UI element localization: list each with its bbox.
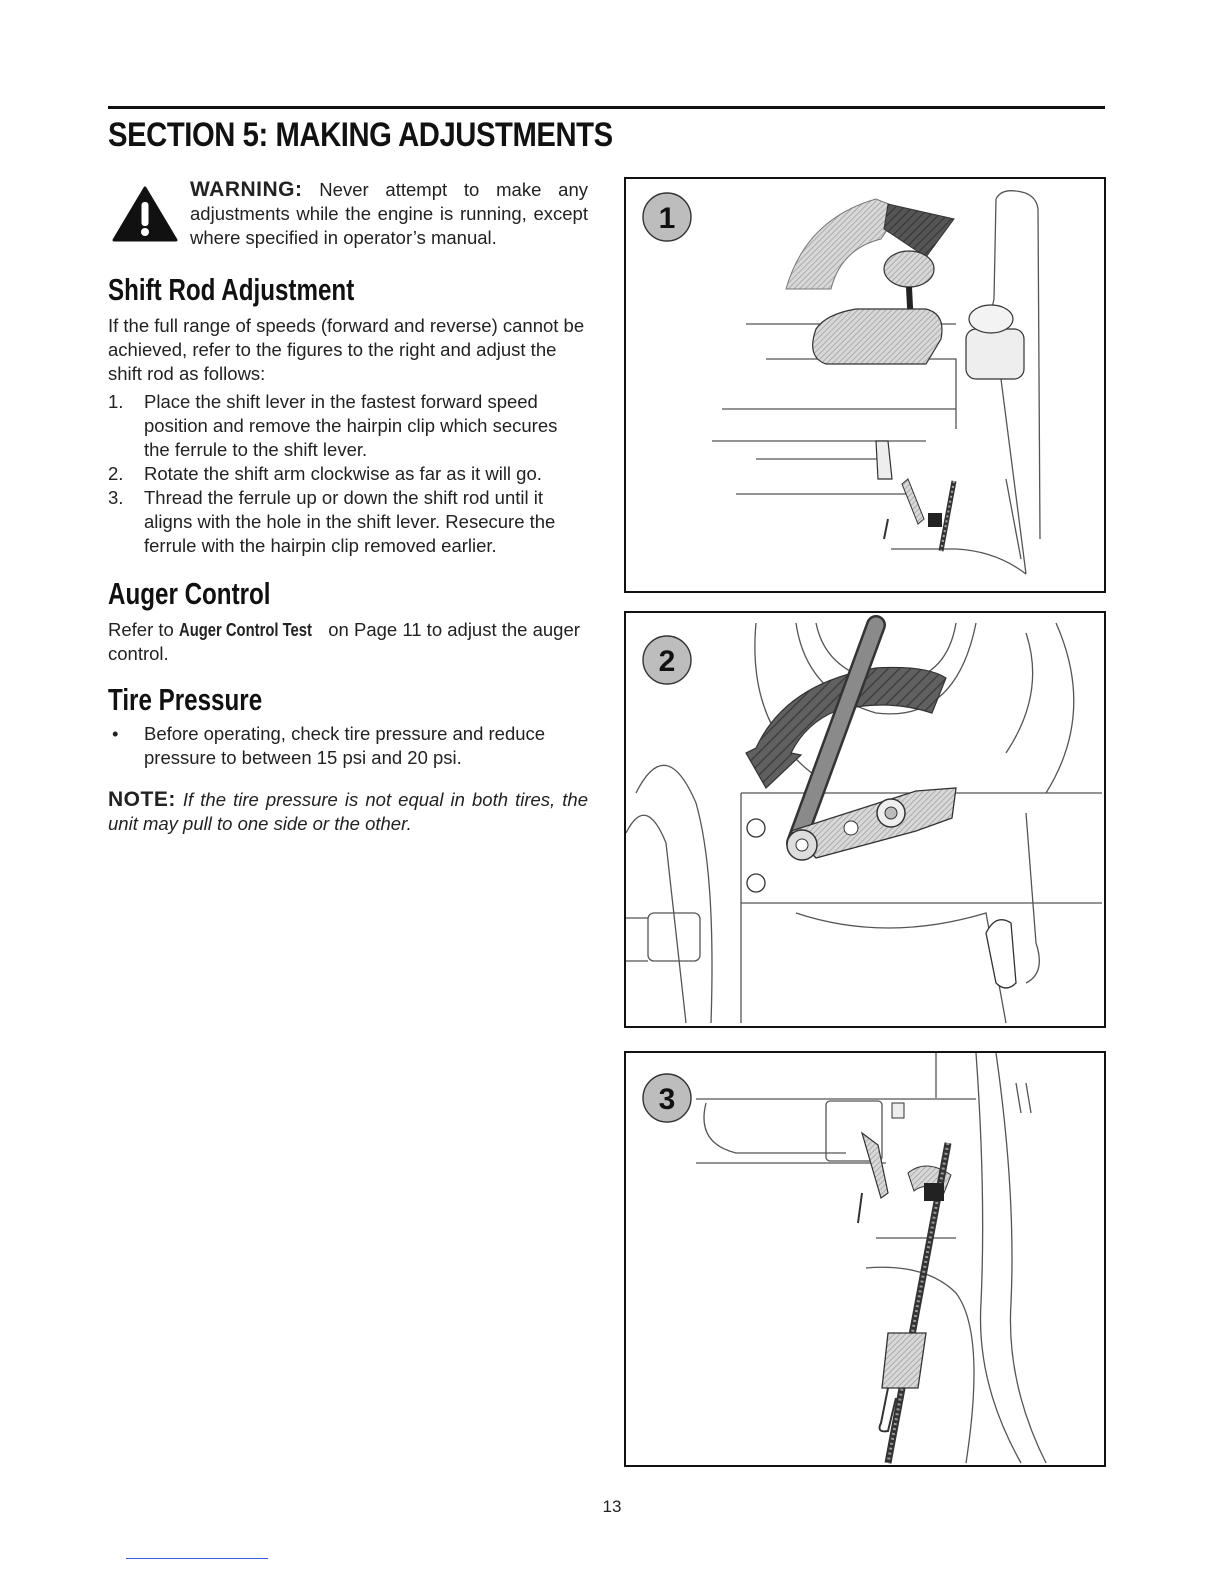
section-title: SECTION 5: MAKING ADJUSTMENTS <box>108 116 613 154</box>
figure-1 <box>624 177 1106 593</box>
figure-3-badge: 3 <box>658 1083 676 1116</box>
figure-3-illustration <box>626 1053 1104 1465</box>
auger-control-test-ref: Auger Control Test <box>178 619 312 640</box>
footer-link-underline <box>126 1558 268 1559</box>
warning-triangle-icon <box>112 186 178 242</box>
tire-pressure-item <box>108 722 586 770</box>
shift-rod-intro: If the full range of speeds (forward and reverse) cannot be achieved, refer to the figures to the right and adjust the shift rod as follows: <box>108 315 585 384</box>
step-text: Thread the ferrule up or down the shift rod until it aligns with the hole in the shift lever. Resecure the ferrule with the hairpin clip removed earlier. <box>144 487 556 556</box>
shift-rod-heading: Shift Rod Adjustment <box>108 272 355 307</box>
auger-control-heading: Auger Control <box>108 576 271 611</box>
figure-2-illustration <box>626 613 1104 1026</box>
figure-2-badge: 2 <box>658 645 676 678</box>
step-text: Place the shift lever in the fastest forward speed position and remove the hairpin clip which secures the ferrule to the shift lever. <box>144 391 558 460</box>
figure-1-illustration <box>626 179 1104 591</box>
warning-label: WARNING: <box>190 178 303 201</box>
section-top-rule <box>108 106 1105 109</box>
step-text: Rotate the shift arm clockwise as far as it will go. <box>144 463 542 484</box>
step-number: 3. <box>108 487 124 508</box>
step-number: 2. <box>108 463 124 484</box>
tire-pressure-heading: Tire Pressure <box>108 682 263 717</box>
page-number: 13 <box>602 1497 622 1516</box>
figure-3 <box>624 1051 1106 1467</box>
auger-control-text <box>108 618 586 666</box>
tire-pressure-text: Before operating, check tire pressure and reduce pressure to between 15 psi and 20 psi. <box>144 723 546 768</box>
figure-2 <box>624 611 1106 1028</box>
warning-block <box>190 178 588 250</box>
auger-text-before: Refer to <box>108 619 174 640</box>
shift-rod-steps <box>108 390 586 558</box>
note-block <box>108 788 588 836</box>
warning-text: Never attempt to make any adjustments while the engine is running, except where specified in operator’s manual. <box>190 179 588 248</box>
auger-text-after: on Page 11 to adjust the auger control. <box>108 619 580 664</box>
figure-1-badge: 1 <box>658 202 676 235</box>
note-label: NOTE: <box>108 788 176 811</box>
step-number: 1. <box>108 391 124 412</box>
step-item <box>108 390 586 462</box>
note-text: If the tire pressure is not equal in both tires, the unit may pull to one side or the other. <box>108 789 588 834</box>
step-item <box>108 462 586 486</box>
bullet-dot: • <box>112 723 119 744</box>
step-item <box>108 486 586 558</box>
